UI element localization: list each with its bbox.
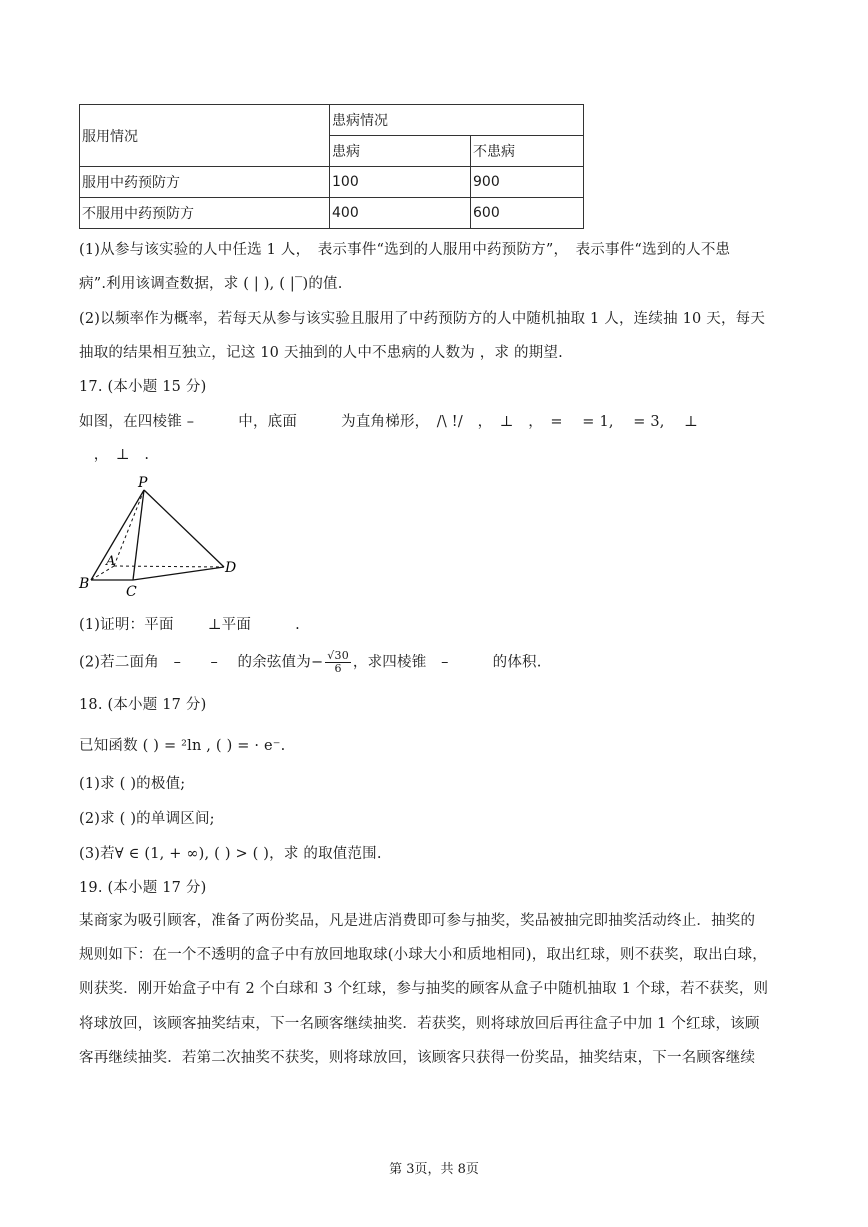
fraction-numerator: √30: [327, 649, 349, 662]
table-cell: 600: [471, 198, 584, 229]
q18-heading: 18. (本小题 17 分): [79, 697, 207, 713]
q17-part2-post: ，求四棱锥 – 的体积.: [352, 654, 542, 671]
fraction-denominator: 6: [334, 662, 342, 675]
table-cell: 不服用中药预防方: [80, 198, 330, 229]
q19-line: 规则如下：在一个不透明的盒子中有放回地取球(小球大小和质地相同)，取出红球，则不获奖，取出白球，: [79, 947, 767, 963]
q17-part2-pre: (2)若二面角 – – 的余弦值为−: [79, 654, 324, 671]
table-row: [80, 167, 584, 198]
table-header-disease: 患病情况: [330, 105, 584, 136]
label-d: D: [225, 560, 237, 576]
q18-part3: (3)若∀ ∈ (1, + ∞), ( ) > ( )，求 的取值范围.: [79, 846, 382, 862]
q19-line: 则获奖．刚开始盒子中有 2 个白球和 3 个红球，参与抽奖的顾客从盒子中随机抽取 1 个球，若不获奖，则: [79, 981, 769, 997]
fraction: [325, 650, 351, 675]
label-p: P: [138, 475, 148, 491]
q16-part2-line2: 抽取的结果相互独立，记这 10 天抽到的人中不患病的人数为 ，求 的期望.: [79, 345, 563, 361]
table-cell: 100: [330, 167, 471, 198]
label-a: A: [106, 554, 116, 569]
q18-line1: 已知函数 ( ) = ²ln , ( ) = · e⁻.: [79, 738, 286, 754]
q17-line2: ， ⊥ .: [79, 447, 150, 463]
q16-part1-line2: 病”.利用该调查数据，求 ( | ), ( |‾)的值.: [79, 276, 343, 292]
q17-line1: 如图，在四棱锥 – 中，底面 为直角梯形， /\ !/ ， ⊥ ， = = 1, = 3, ⊥: [79, 414, 698, 430]
q16-part1-line1: (1)从参与该实验的人中任选 1 人， 表示事件“选到的人服用中药预防方”， 表示事件“选到的人不患: [79, 242, 731, 258]
q19-line: 某商家为吸引顾客，准备了两份奖品，凡是进店消费即可参与抽奖，奖品被抽完即抽奖活动终止．抽奖的: [79, 913, 756, 929]
q16-part2-line1: (2)以频率作为概率，若每天从参与该实验且服用了中药预防方的人中随机抽取 1 人，连续抽 10 天，每天: [79, 311, 766, 327]
q17-part1: (1)证明：平面 ⊥平面 .: [79, 617, 300, 633]
label-c: C: [126, 584, 137, 600]
q19-heading: 19. (本小题 17 分): [79, 880, 207, 896]
table-header-usage: 服用情况: [80, 105, 330, 167]
q17-heading: 17. (本小题 15 分): [79, 379, 207, 395]
data-table: [79, 104, 584, 229]
q18-part2: (2)求 ( )的单调区间;: [79, 811, 215, 827]
q19-line: 客再继续抽奖．若第二次抽奖不获奖，则将球放回，该顾客只获得一份奖品，抽奖结束，下一名顾客继续: [79, 1050, 756, 1066]
label-b: B: [79, 576, 90, 592]
table-cell: 服用中药预防方: [80, 167, 330, 198]
q18-part1: (1)求 ( )的极值;: [79, 776, 186, 792]
page-footer: 第 3页，共 8页: [389, 1162, 479, 1177]
pyramid-figure: [76, 472, 246, 602]
q17-part2: [79, 650, 542, 675]
table-cell: 400: [330, 198, 471, 229]
table-header-sick: 患病: [330, 136, 471, 167]
table-row: [80, 198, 584, 229]
table-header-not-sick: 不患病: [471, 136, 584, 167]
q19-line: 将球放回，该顾客抽奖结束，下一名顾客继续抽奖．若获奖，则将球放回后再往盒子中加 1 个红球，该顾: [79, 1016, 760, 1032]
table-cell: 900: [471, 167, 584, 198]
